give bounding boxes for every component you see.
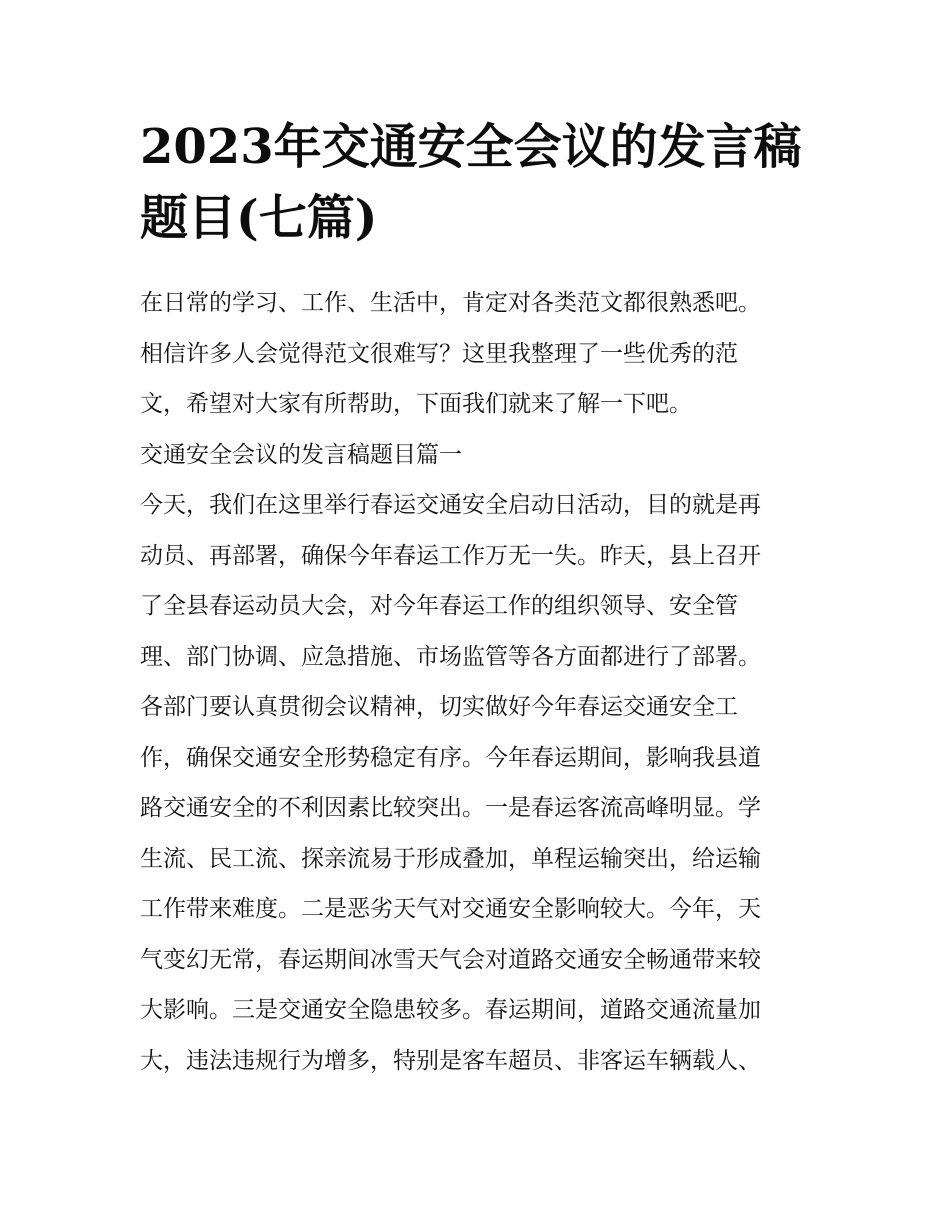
section-heading: 交通安全会议的发言稿题目篇一 (140, 441, 462, 468)
body-line: 工作带来难度。二是恶劣天气对交通安全影响较大。今年，天 (140, 896, 761, 922)
body-line: 今天，我们在这里举行春运交通安全启动日活动，目的就是再 (140, 492, 761, 518)
body-line: 各部门要认真贯彻会议精神，切实做好今年春运交通安全工 (140, 694, 738, 720)
body-line: 作，确保交通安全形势稳定有序。今年春运期间，影响我县道 (140, 744, 761, 771)
body-line: 大影响。三是交通安全隐患较多。春运期间，道路交通流量加 (140, 997, 761, 1023)
document-title (140, 112, 830, 254)
intro-line: 相信许多人会觉得范文很难写？这里我整理了一些优秀的范 (140, 340, 738, 367)
title-line: 2023年交通安全会议的发言稿 (140, 119, 802, 175)
title-line: 题目(七篇) (140, 190, 378, 246)
body-line: 动员、再部署，确保今年春运工作万无一失。昨天，县上召开 (140, 542, 761, 569)
body-line: 生流、民工流、探亲流易于形成叠加，单程运输突出，给运输 (140, 845, 761, 872)
body-line: 了全县春运动员大会，对今年春运工作的组织领导、安全管 (140, 593, 738, 619)
document-body (140, 278, 830, 1086)
body-line: 理、部门协调、应急措施、市场监管等各方面都进行了部署。 (140, 643, 761, 670)
body-line: 气变幻无常，春运期间冰雪天气会对道路交通安全畅通带来较 (140, 946, 761, 973)
intro-line: 文，希望对大家有所帮助，下面我们就来了解一下吧。 (140, 391, 692, 417)
body-line: 大，违法违规行为增多，特别是客车超员、非客运车辆载人、 (140, 1047, 761, 1074)
intro-line: 在日常的学习、工作、生活中，肯定对各类范文都很熟悉吧。 (140, 290, 761, 316)
body-line: 路交通安全的不利因素比较突出。一是春运客流高峰明显。学 (140, 795, 761, 821)
